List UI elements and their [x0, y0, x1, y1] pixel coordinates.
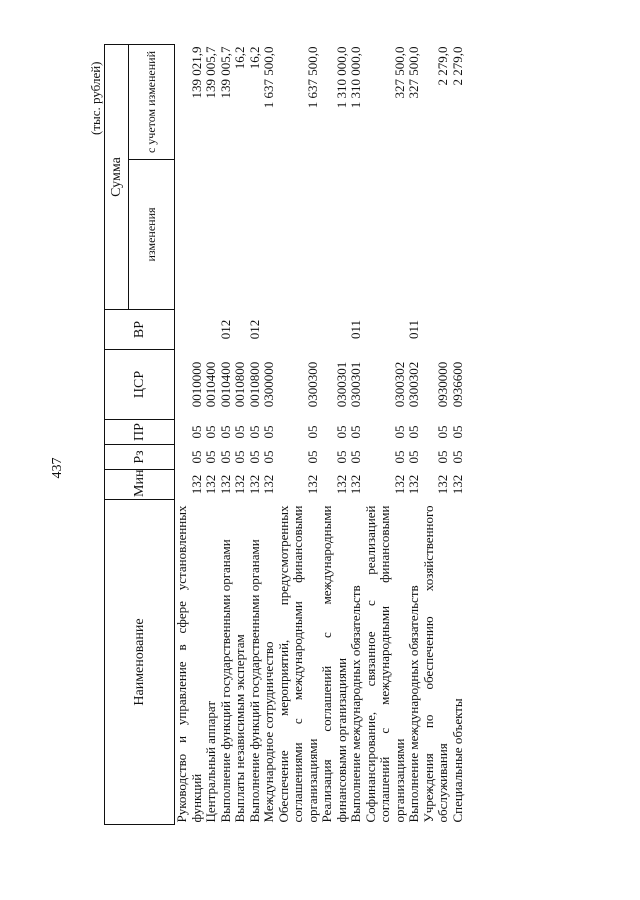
table-row — [248, 45, 263, 825]
table-row — [175, 45, 205, 825]
row-min: 132 — [232, 474, 247, 495]
row-min: 132 — [261, 474, 276, 495]
row-csr: 0010800 — [246, 361, 262, 408]
row-name: Выплаты независимым экспертам — [232, 634, 247, 823]
units-note: (тыс. рублей) — [88, 61, 103, 135]
row-change — [233, 160, 248, 310]
row-total: 2 279,0 — [449, 46, 465, 86]
row-csr: 0010400 — [203, 361, 218, 408]
header-pr: ПР — [105, 420, 175, 445]
row-name: Выполнение международных обязательств — [406, 585, 421, 823]
row-csr: 0936600 — [449, 361, 465, 408]
table-row — [262, 45, 277, 825]
row-csr: 0010800 — [232, 361, 247, 408]
row-csr: 0300000 — [261, 361, 276, 408]
row-total: 327 500,0 — [406, 46, 421, 99]
row-change — [204, 160, 219, 310]
table-row — [277, 45, 321, 825]
row-pr: 05 — [348, 425, 363, 439]
row-change — [422, 160, 451, 310]
row-min: 132 — [348, 474, 363, 495]
row-pr: 05 — [304, 425, 320, 439]
row-csr: 0300301 — [333, 361, 349, 408]
row-pr: 05 — [203, 425, 218, 439]
row-rz: 05 — [348, 450, 363, 464]
header-sum: Сумма — [105, 45, 129, 310]
row-pr: 05 — [188, 425, 204, 439]
row-pr: 05 — [261, 425, 276, 439]
row-rz: 05 — [406, 450, 421, 464]
row-min: 132 — [246, 474, 262, 495]
table-row — [364, 45, 408, 825]
row-change — [364, 160, 408, 310]
row-rz: 05 — [304, 450, 320, 464]
row-change — [262, 160, 277, 310]
row-min: 132 — [333, 474, 349, 495]
table-row — [204, 45, 219, 825]
row-total: 139 005,7 — [203, 46, 218, 99]
header-min: Мин — [105, 470, 175, 500]
row-rz: 05 — [333, 450, 349, 464]
row-name: Выполнение международных обязательств — [348, 585, 363, 823]
row-name: Руководство и управление в сфере установленных функций — [174, 505, 204, 823]
row-pr: 05 — [333, 425, 349, 439]
row-vr: 011 — [348, 319, 363, 340]
row-change — [248, 160, 263, 310]
budget-table — [104, 44, 465, 825]
row-total: 1 637 500,0 — [304, 46, 320, 109]
row-change — [277, 160, 321, 310]
row-min: 132 — [435, 474, 450, 495]
header-rz: Рз — [105, 445, 175, 470]
row-change — [451, 160, 466, 310]
row-csr: 0010000 — [188, 361, 204, 408]
row-change — [349, 160, 364, 310]
row-min: 132 — [449, 474, 465, 495]
row-pr: 05 — [246, 425, 262, 439]
row-name: Софинансирование, связанное с реализацией соглашений с международными финансовыми организациями — [362, 505, 407, 823]
row-rz: 05 — [391, 450, 407, 464]
row-change — [407, 160, 422, 310]
row-csr: 0930000 — [435, 361, 450, 408]
table-row — [451, 45, 466, 825]
table-row — [407, 45, 422, 825]
row-total: 2 279,0 — [435, 46, 450, 86]
row-name: Выполнение функций государственными органами — [217, 539, 233, 823]
row-vr — [175, 310, 205, 350]
row-vr — [262, 310, 277, 350]
table-row — [233, 45, 248, 825]
row-name: Обеспечение мероприятий, предусмотренных соглашениями с международными финансовыми организациями — [275, 505, 320, 823]
row-csr: 0300300 — [304, 361, 320, 408]
row-vr: 012 — [246, 319, 262, 340]
row-total: 1 310 000,0 — [348, 46, 363, 109]
header-csr: ЦСР — [105, 350, 175, 420]
row-name: Центральный аппарат — [203, 700, 218, 823]
row-total: 139 021,9 — [188, 46, 204, 99]
row-csr: 0010400 — [217, 361, 233, 408]
row-total: 139 005,7 — [217, 46, 233, 99]
table-body — [175, 45, 466, 825]
row-vr — [320, 310, 349, 350]
row-csr: 0300302 — [391, 361, 407, 408]
row-min: 132 — [203, 474, 218, 495]
row-rz: 05 — [435, 450, 450, 464]
row-vr — [233, 310, 248, 350]
row-total: 16,2 — [232, 46, 247, 70]
row-name: Международное сотрудничество — [261, 641, 276, 823]
row-vr: 012 — [217, 319, 233, 340]
row-min: 132 — [188, 474, 204, 495]
header-changes: изменения — [129, 160, 175, 310]
row-vr — [204, 310, 219, 350]
row-pr: 05 — [449, 425, 465, 439]
header-name: Наименование — [105, 500, 175, 825]
row-vr — [451, 310, 466, 350]
row-name: Учреждения по обеспечению хозяйственного обслуживания — [420, 505, 450, 823]
row-vr — [364, 310, 408, 350]
row-change — [320, 160, 349, 310]
row-total: 327 500,0 — [391, 46, 407, 99]
header-vr: ВР — [105, 310, 175, 350]
row-total: 1 637 500,0 — [261, 46, 276, 109]
row-pr: 05 — [217, 425, 233, 439]
row-rz: 05 — [261, 450, 276, 464]
row-rz: 05 — [188, 450, 204, 464]
row-rz: 05 — [449, 450, 465, 464]
row-pr: 05 — [435, 425, 450, 439]
row-change — [175, 160, 205, 310]
row-min: 132 — [391, 474, 407, 495]
row-rz: 05 — [217, 450, 233, 464]
row-pr: 05 — [406, 425, 421, 439]
row-name: Реализация соглашений с международными финансовыми организациями — [319, 505, 349, 823]
row-min: 132 — [406, 474, 421, 495]
page-number: 437 — [50, 457, 65, 479]
row-total: 16,2 — [246, 46, 262, 70]
row-pr: 05 — [232, 425, 247, 439]
header-with-changes: с учетом изменений — [129, 45, 175, 160]
row-name: Специальные объекты — [449, 698, 465, 823]
table-row — [422, 45, 451, 825]
row-total: 1 310 000,0 — [333, 46, 349, 109]
row-csr: 0300301 — [348, 361, 363, 408]
row-min: 132 — [217, 474, 233, 495]
row-vr — [422, 310, 451, 350]
row-min: 132 — [304, 474, 320, 495]
row-csr: 0300302 — [406, 361, 421, 408]
row-change — [219, 160, 234, 310]
row-pr: 05 — [391, 425, 407, 439]
table-row — [219, 45, 234, 825]
row-rz: 05 — [232, 450, 247, 464]
row-rz: 05 — [203, 450, 218, 464]
row-name: Выполнение функций государственными органами — [246, 539, 262, 823]
table-row — [320, 45, 349, 825]
row-vr: 011 — [406, 319, 421, 340]
row-vr — [277, 310, 321, 350]
table-row — [349, 45, 364, 825]
budget-table-sheet — [80, 45, 620, 825]
row-rz: 05 — [246, 450, 262, 464]
